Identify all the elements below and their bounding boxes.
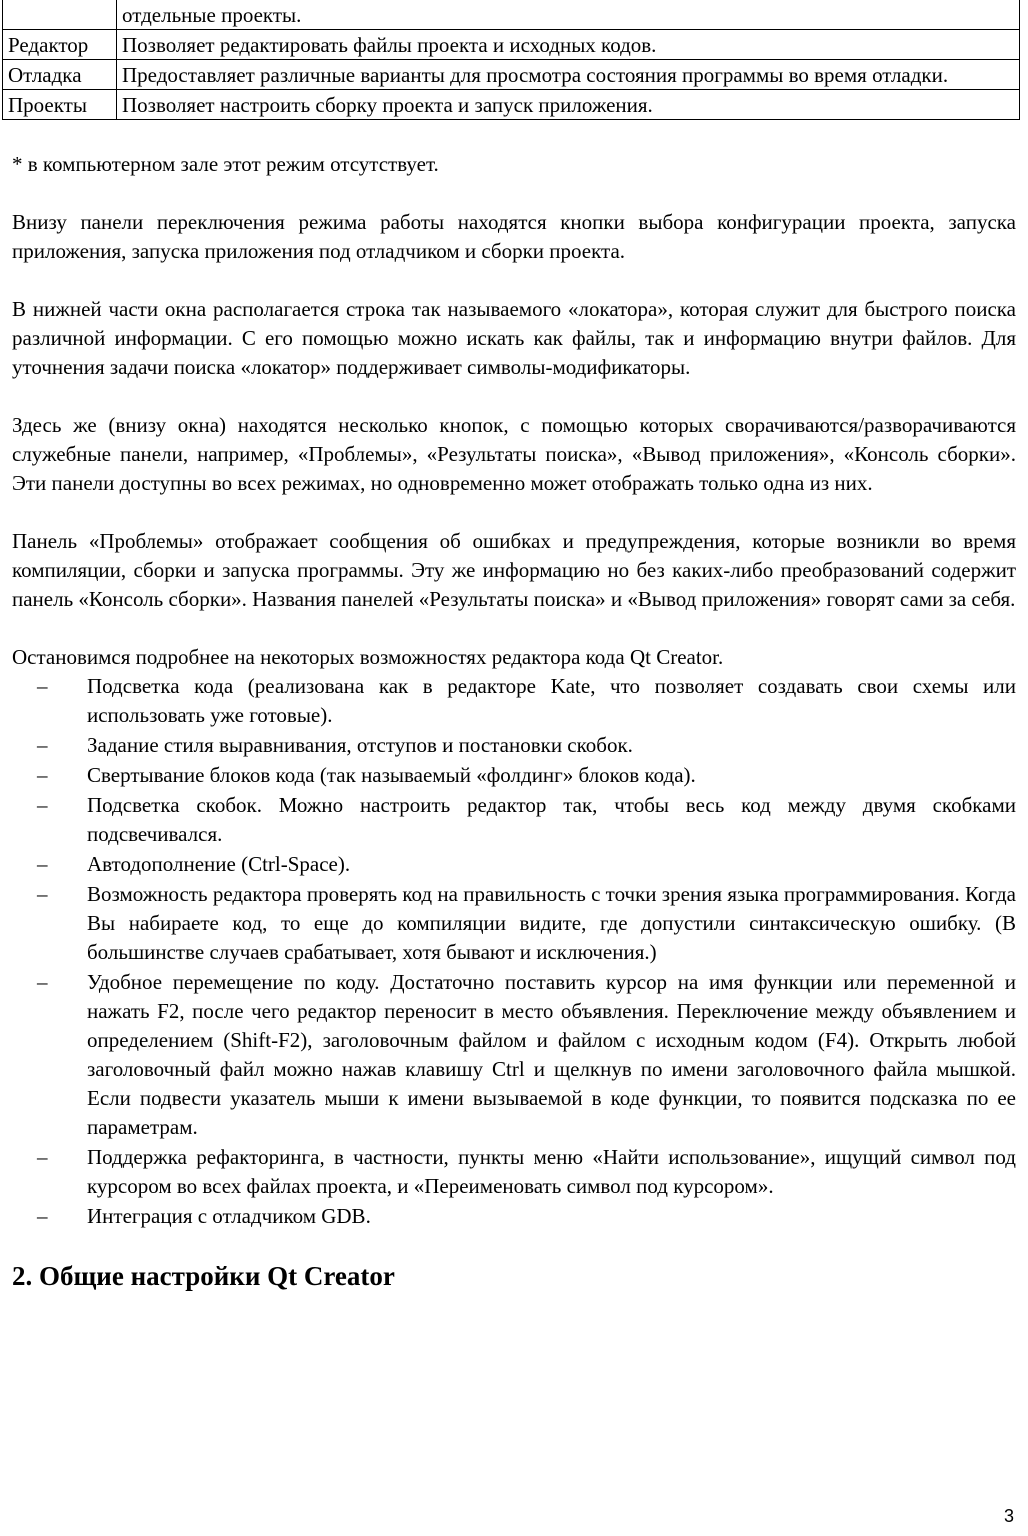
body-paragraph: В нижней части окна располагается строка так называемого «локатора», которая служит для быстрого поиска различной информации. С его помощью можно искать как файлы, так и информацию внутри файлов. Для уточнения задачи поиска «локатор» поддерживает символы-модификаторы. <box>12 297 1016 379</box>
list-item-text: Автодополнение (Ctrl-Space). <box>87 852 351 876</box>
list-item-text: Подсветка кода (реализована как в редакторе Kate, что позволяет создавать свои схемы или использовать уже готовые). <box>87 674 1016 727</box>
list-item <box>12 1202 1016 1231</box>
mode-name-cell: Проекты <box>3 90 117 120</box>
dash-bullet: – <box>37 674 48 698</box>
list-item-text: Интеграция с отладчиком GDB. <box>87 1204 371 1228</box>
list-item-text: Подсветка скобок. Можно настроить редактор так, чтобы весь код между двумя скобками подсвечивался. <box>87 793 1016 846</box>
dash-bullet: – <box>37 1204 48 1228</box>
body-paragraph: Панель «Проблемы» отображает сообщения об ошибках и предупреждения, которые возникли во время компиляции, сборки и запуска программы. Эту же информацию но без каких-либо преобразований содержит панель «Консоль сборки». Названия панелей «Результаты поиска» и «Вывод приложения» говорят сами за себя. <box>12 529 1016 611</box>
mode-description-cell: Предоставляет различные варианты для просмотра состояния программы во время отладки. <box>117 60 1020 90</box>
mode-name-cell: Отладка <box>3 60 117 90</box>
list-intro-paragraph: Остановимся подробнее на некоторых возможностях редактора кода Qt Creator. <box>12 645 724 669</box>
document-page <box>8 0 1016 1294</box>
section-heading: 2. Общие настройки Qt Creator <box>12 1261 395 1291</box>
list-item <box>12 791 1016 849</box>
mode-name-cell <box>3 0 117 30</box>
mode-name-cell: Редактор <box>3 30 117 60</box>
list-item-text: Возможность редактора проверять код на правильность с точки зрения языка программирования. Когда Вы набираете код, то еще до компиляции видите, где допустили синтаксическую ошибку. (В большинстве случаев срабатывает, хотя бывают и исключения.) <box>87 882 1016 964</box>
mode-description-cell: Позволяет настроить сборку проекта и запуск приложения. <box>117 90 1020 120</box>
list-item <box>12 731 1016 760</box>
features-list <box>12 672 1016 1231</box>
table-row <box>3 60 1020 90</box>
list-item <box>12 968 1016 1142</box>
table-row <box>3 0 1020 30</box>
dash-bullet: – <box>37 970 48 994</box>
dash-bullet: – <box>37 852 48 876</box>
list-item-text: Удобное перемещение по коду. Достаточно поставить курсор на имя функции или переменной и нажать F2, после чего редактор переносит в место объявления. Переключение между объявлением и определением (Shift-F2), заголовочным файлом и файлом с исходным кодом (F4). Открыть любой заголовочный файл можно нажав клавишу Ctrl и щелкнув по имени заголовочного файла мышкой. Если подвести указатель мыши к имени вызываемой в коде функции, то появится подсказка по ее параметрам. <box>87 970 1016 1139</box>
list-item <box>12 1143 1016 1201</box>
page-number: 3 <box>1003 1506 1014 1526</box>
list-item-text: Задание стиля выравнивания, отступов и постановки скобок. <box>87 733 633 757</box>
body-paragraph: Внизу панели переключения режима работы находятся кнопки выбора конфигурации проекта, запуска приложения, запуска приложения под отладчиком и сборки проекта. <box>12 210 1016 263</box>
list-item-text: Свертывание блоков кода (так называемый «фолдинг» блоков кода). <box>87 763 696 787</box>
dash-bullet: – <box>37 793 48 817</box>
dash-bullet: – <box>37 763 48 787</box>
dash-bullet: – <box>37 882 48 906</box>
table-row <box>3 30 1020 60</box>
table-row <box>3 90 1020 120</box>
list-item <box>12 672 1016 730</box>
dash-bullet: – <box>37 1145 48 1169</box>
body-paragraph: Здесь же (внизу окна) находятся несколько кнопок, с помощью которых сворачиваются/разворачиваются служебные панели, например, «Проблемы», «Результаты поиска», «Вывод приложения», «Консоль сборки». Эти панели доступны во всех режимах, но одновременно может отображать только одна из них. <box>12 413 1016 495</box>
footnote-paragraph: * в компьютерном зале этот режим отсутствует. <box>12 152 439 176</box>
dash-bullet: – <box>37 733 48 757</box>
modes-table <box>2 0 1020 120</box>
list-item <box>12 761 1016 790</box>
list-item <box>12 880 1016 967</box>
mode-description-cell: отдельные проекты. <box>117 0 1020 30</box>
list-item <box>12 850 1016 879</box>
mode-description-cell: Позволяет редактировать файлы проекта и исходных кодов. <box>117 30 1020 60</box>
list-item-text: Поддержка рефакторинга, в частности, пункты меню «Найти использование», ищущий символ под курсором во всех файлах проекта, и «Переименовать символ под курсором». <box>87 1145 1016 1198</box>
